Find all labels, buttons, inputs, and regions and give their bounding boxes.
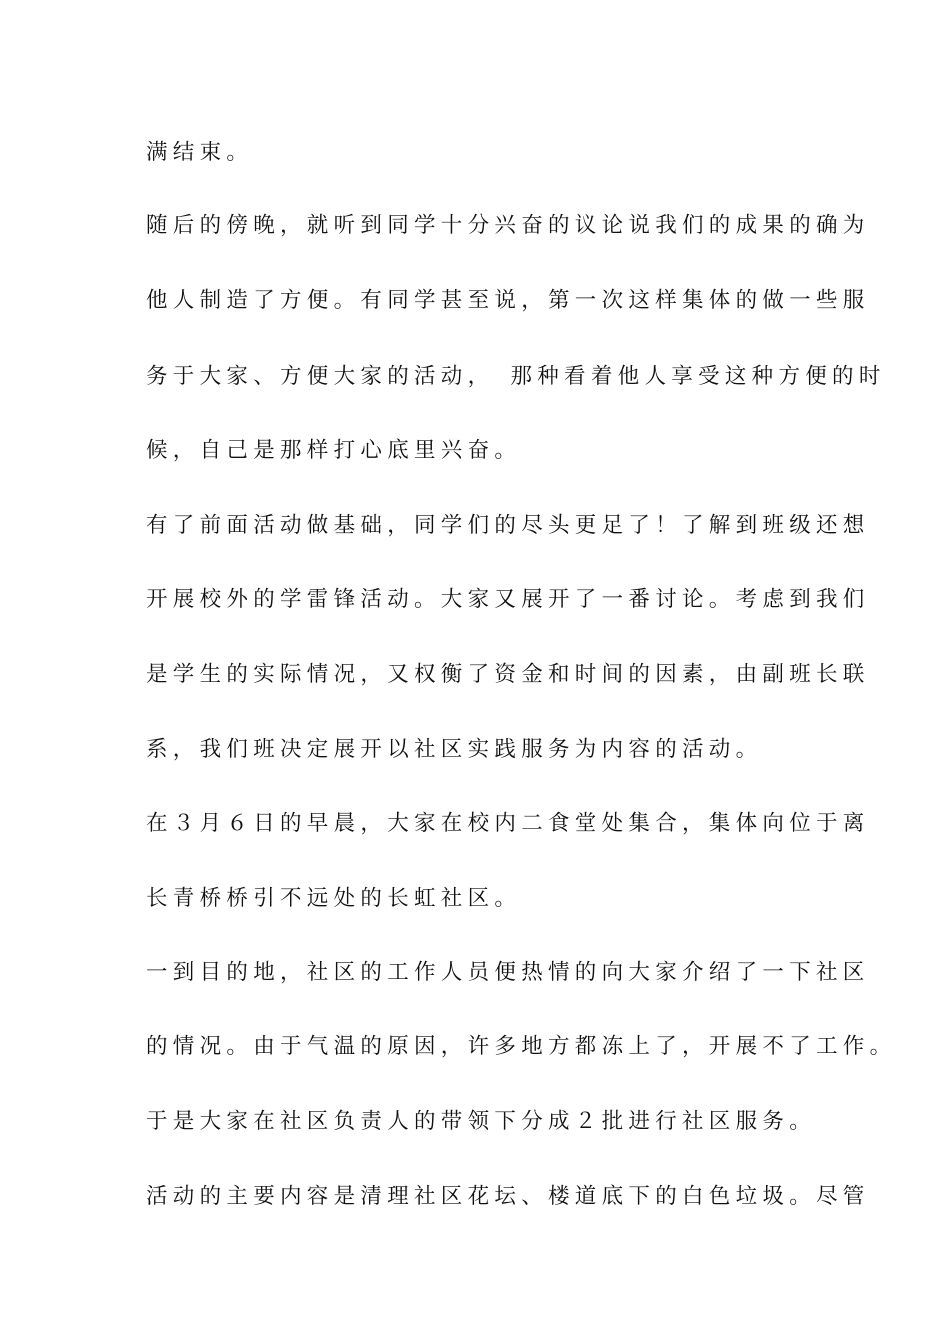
text-line-4: 务于大家、方便大家的活动， 那种看着他人享受这种方便的时 (146, 364, 886, 389)
text-line-15: 活动的主要内容是清理社区花坛、楼道底下的白色垃圾。尽管 (146, 1184, 870, 1209)
text-line-9: 系，我们班决定展开以社区实践服务为内容的活动。 (146, 737, 763, 762)
text-line-6: 有了前面活动做基础，同学们的尽头更足了！了解到班级还想 (146, 513, 870, 538)
text-line-14: 于是大家在社区负责人的带领下分成２批进行社区服务。 (146, 1109, 817, 1134)
text-line-5: 候，自己是那样打心底里兴奋。 (146, 438, 522, 463)
text-line-12: 一到目的地，社区的工作人员便热情的向大家介绍了一下社区 (146, 960, 870, 985)
text-line-3: 他人制造了方便。有同学甚至说，第一次这样集体的做一些服 (146, 288, 870, 313)
text-line-13: 的情况。由于气温的原因，许多地方都冻上了，开展不了工作。 (146, 1034, 897, 1059)
text-line-8: 是学生的实际情况，又权衡了资金和时间的因素，由副班长联 (146, 662, 870, 687)
text-line-1: 满结束。 (146, 140, 254, 165)
text-line-2: 随后的傍晚，就听到同学十分兴奋的议论说我们的成果的确为 (146, 213, 870, 238)
text-line-7: 开展校外的学雷锋活动。大家又展开了一番讨论。考虑到我们 (146, 587, 870, 612)
text-line-11: 长青桥桥引不远处的长虹社区。 (146, 886, 522, 911)
text-line-10: 在３月６日的早晨，大家在校内二食堂处集合，集体向位于离 (146, 811, 870, 836)
